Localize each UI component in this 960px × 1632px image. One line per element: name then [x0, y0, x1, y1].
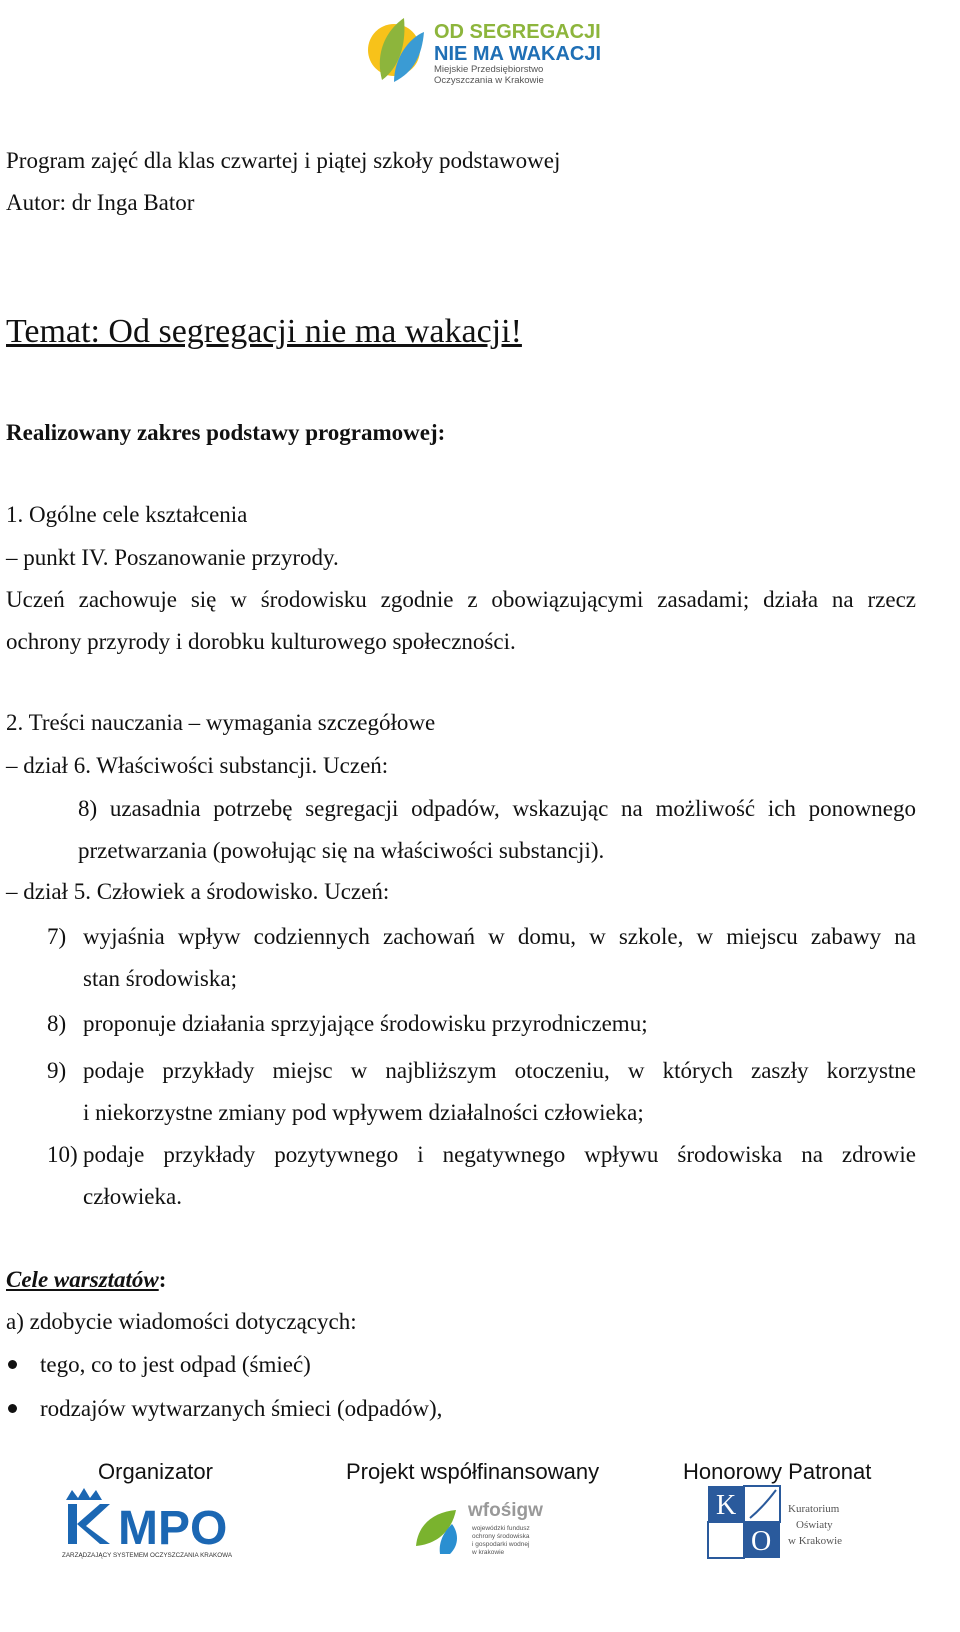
od-segregacji-logo [364, 10, 602, 90]
list-item-line: wyjaśnia wpływ codziennych zachowań w domu, w szkole, w miejscu zabawy na [83, 924, 916, 949]
svg-text:O: O [751, 1526, 772, 1557]
kuratorium-logo [706, 1484, 866, 1564]
section2-title: 2. Treści nauczania – wymagania szczegółowe [6, 710, 436, 735]
item8-line2: przetwarzania (powołując się na właściwości substancji). [78, 838, 605, 863]
goal-bullet-item: tego, co to jest odpad (śmieć) [40, 1352, 311, 1377]
svg-text:Oczyszczania w Krakowie: Oczyszczania w Krakowie [434, 75, 544, 86]
svg-text:w Krakowie: w Krakowie [788, 1535, 843, 1547]
list-item-line: człowieka. [83, 1184, 182, 1209]
footer-cofinanced-label: Projekt współfinansowany [346, 1459, 600, 1484]
mpo-logo [60, 1486, 246, 1560]
section2-dzial6: – dział 6. Właściwości substancji. Uczeń: [6, 753, 389, 778]
svg-text:i gospodarki wodnej: i gospodarki wodnej [472, 1541, 530, 1548]
svg-text:w krakowie: w krakowie [472, 1549, 505, 1556]
svg-text:MPO: MPO [118, 1502, 228, 1555]
list-item-number: 10) [47, 1142, 78, 1167]
list-item-line: i niekorzystne zmiany pod wpływem działalności człowieka; [83, 1100, 644, 1125]
list-item-line: podaje przykłady miejsc w najbliższym otoczeniu, w których zaszły korzystne [83, 1058, 916, 1083]
wfosigw-logo [412, 1494, 542, 1562]
goals-heading-row [6, 1265, 166, 1295]
goals-a: a) zdobycie wiadomości dotyczących: [6, 1309, 357, 1334]
section1-point: – punkt IV. Poszanowanie przyrody. [6, 545, 339, 570]
program-title: Program zajęć dla klas czwartej i piątej szkoły podstawowej [6, 148, 561, 173]
section1-text-line2: ochrony przyrody i dorobku kulturowego społeczności. [6, 629, 516, 654]
author-line: Autor: dr Inga Bator [6, 190, 195, 215]
svg-text:Miejskie Przedsiębiorstwo: Miejskie Przedsiębiorstwo [434, 64, 544, 75]
list-item-number: 8) [47, 1011, 67, 1036]
svg-text:wojewódzki fundusz: wojewódzki fundusz [472, 1525, 530, 1532]
svg-text:ZARZĄDZAJĄCY SYSTEMEM OCZYSZCZ: ZARZĄDZAJĄCY SYSTEMEM OCZYSZCZANIA KRAKOWA [62, 1552, 233, 1559]
svg-text:OD SEGREGACJI: OD SEGREGACJI [434, 21, 601, 43]
goal-bullet-item: rodzajów wytwarzanych śmieci (odpadów), [40, 1396, 443, 1421]
svg-text:ochrony środowiska: ochrony środowiska [472, 1533, 530, 1540]
scope-heading: Realizowany zakres podstawy programowej: [6, 420, 446, 445]
section2-dzial5: – dział 5. Człowiek a środowisko. Uczeń: [6, 879, 390, 904]
list-item-line: podaje przykłady pozytywnego i negatywnego wpływu środowiska na zdrowie [83, 1142, 916, 1167]
topic-heading: Temat: Od segregacji nie ma wakacji! [6, 313, 522, 350]
svg-text:wfośigw: wfośigw [468, 1500, 543, 1521]
footer-patron-label: Honorowy Patronat [683, 1459, 872, 1484]
bullet-icon [8, 1360, 17, 1369]
section1-text-line1: Uczeń zachowuje się w środowisku zgodnie z obowiązującymi zasadami; działa na rzecz [6, 587, 916, 612]
svg-text:NIE MA WAKACJI: NIE MA WAKACJI [434, 43, 602, 65]
svg-text:K: K [716, 1490, 737, 1521]
svg-text:Kuratorium: Kuratorium [788, 1503, 840, 1515]
list-item-number: 9) [47, 1058, 67, 1083]
footer-organizer-label: Organizator [98, 1459, 213, 1484]
bullet-icon [8, 1404, 17, 1413]
item8-line1: 8) uzasadnia potrzebę segregacji odpadów, wskazując na możliwość ich ponownego [78, 796, 916, 821]
goals-heading: Cele warsztatów [6, 1267, 159, 1292]
list-item-line: proponuje działania sprzyjające środowisku przyrodniczemu; [83, 1011, 648, 1036]
svg-text:Oświaty: Oświaty [796, 1519, 833, 1531]
list-item-line: stan środowiska; [83, 966, 237, 991]
list-item-number: 7) [47, 924, 67, 949]
goals-colon: : [158, 1267, 167, 1292]
section1-title: 1. Ogólne cele kształcenia [6, 502, 248, 527]
